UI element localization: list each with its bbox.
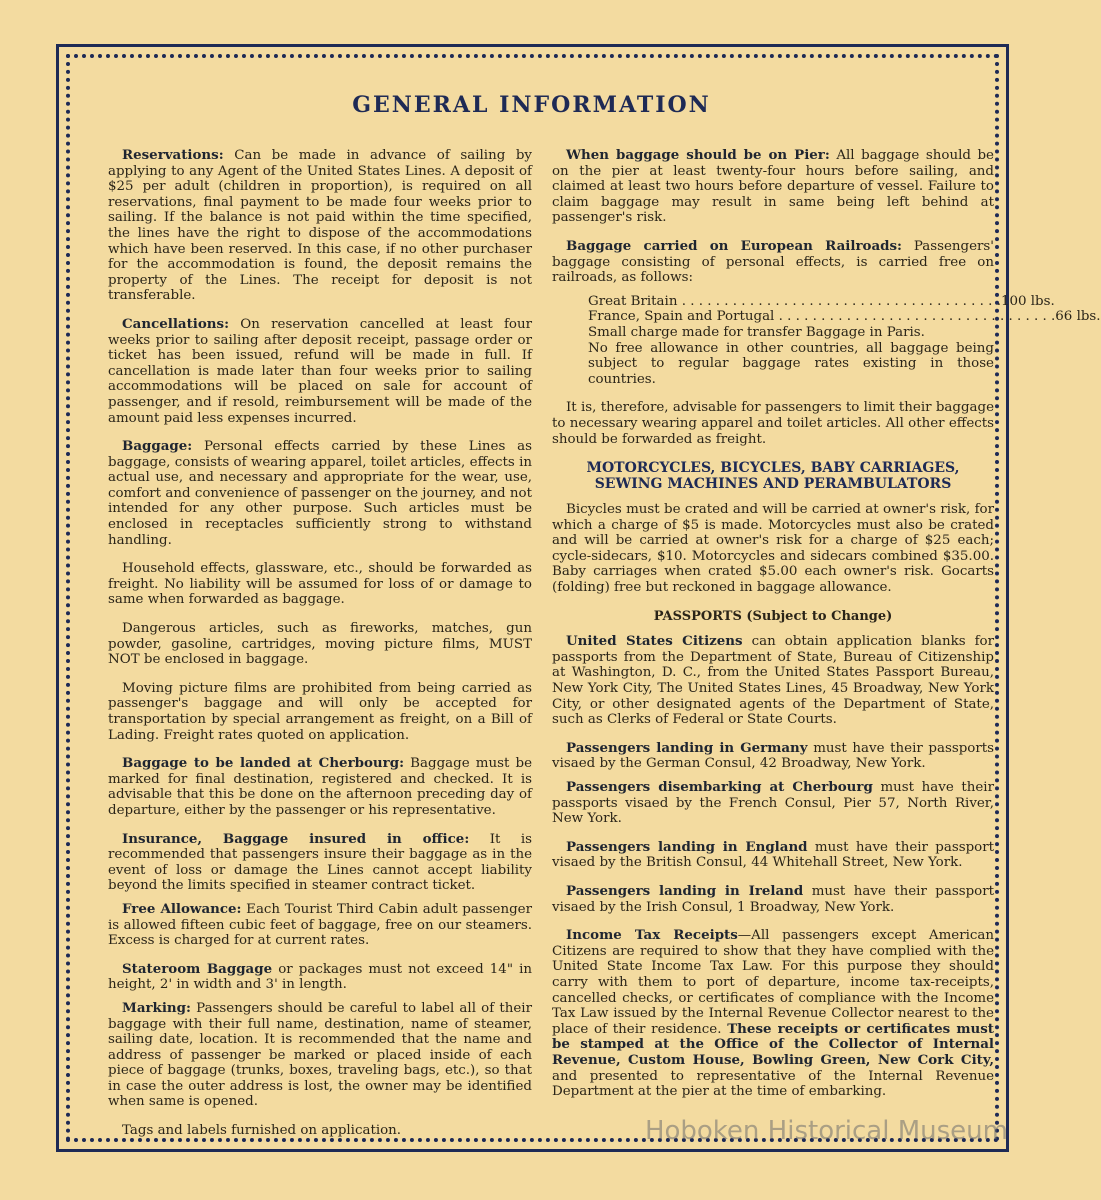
- cancellations-paragraph: Cancellations: On reservation cancelled at least four weeks prior to sailing after deposit receipt, passage order or ticket has been issued, refund will be made in full. If cancellation is made later than four weeks prior to sailing accommodations will be placed on sale for account of passenger, and if resold, reimbursement will be made of the amount paid less expenses incurred.: [108, 315, 532, 426]
- income-tax-paragraph: Income Tax Receipts—All passengers except American Citizens are required to show that they have complied with the United State Income Tax Law. For this purpose they should carry with them to port of departure, income tax-receipts, cancelled checks, or certificates of compliance with the Income Tax Law issued by the Internal Revenue Collector nearest to the place of their residence. These receipts or certificates must be stamped at the Office of the Collector of Internal Revenue, Custom House, Bowling Green, New Cork City, and presented to representative of the Internal Revenue Department at the pier at the time of embarking.: [552, 927, 994, 1100]
- england-paragraph: Passengers landing in England must have their passport visaed by the British Consul, 44 Whitehall Street, New York.: [552, 838, 995, 871]
- museum-watermark: Hoboken Historical Museum: [644, 1116, 1008, 1146]
- baggage-paragraph: Baggage: Personal effects carried by these Lines as baggage, consists of wearing apparel, toilet articles, effects in actual use, and necessary and appropriate for the wear, use, comfort and convenience of passenger on the journey, and not intended for any other purpose. Such articles must be enclosed in receptacles sufficiently strong to withstand handling.: [108, 438, 532, 548]
- advisable-paragraph: It is, therefore, advisable for passengers to limit their baggage to necessary wearing apparel and toilet articles. All other effects should be forwarded as freight.: [552, 400, 994, 447]
- free-allowance-paragraph: Free Allowance: Each Tourist Third Cabin adult passenger is allowed fifteen cubic feet of baggage, free on our steamers. Excess is charged for at current rates.: [108, 900, 533, 949]
- right-column: [552, 147, 1101, 1113]
- germany-paragraph: Passengers landing in Germany must have their passports visaed by the German Consul, 42 Broadway, New York.: [552, 739, 994, 772]
- ireland-paragraph: Passengers landing in Ireland must have their passport visaed by the Irish Consul, 1 Broadway, New York.: [552, 882, 994, 915]
- films-paragraph: Moving picture films are prohibited from being carried as passenger's baggage and will only be accepted for transportation by special arrangement as freight, on a Bill of Lading. Freight rates quoted on application.: [108, 680, 532, 743]
- passports-heading: PASSPORTS (Subject to Change): [653, 608, 893, 624]
- stateroom-paragraph: Stateroom Baggage or packages must not exceed 14" in height, 2' in width and 3' in length.: [108, 960, 532, 993]
- cherbourg-baggage-paragraph: Baggage to be landed at Cherbourg: Baggage must be marked for final destination, registered and checked. It is advisable that this be done on the afternoon preceding day of departure, either by the passenger or his representative.: [108, 755, 532, 818]
- rail-note: No free allowance in other countries, all baggage being subject to regular baggage rates existing in those countries.: [588, 340, 994, 387]
- motorcycles-paragraph: Bicycles must be crated and will be carried at owner's risk, for which a charge of $5 is made. Motorcycles must also be crated and will be carried at owner's risk for a charge of $25 each; cycle-sidecars, $10. Motorcycles and sidecars combined $35.00. Baby carriages when crated $5.00 each owner's risk. Gocarts (folding) free but reckoned in baggage allowance.: [552, 502, 994, 596]
- reservations-paragraph: Reservations: Can be made in advance of sailing by applying to any Agent of the United States Lines. A deposit of $25 per adult (children in proportion), is required on all reservations, final payment to be made four weeks prior to sailing. If the balance is not paid within the time specified, the lines have the right to dispose of the accommodations which have been reserved. In this case, if no other purchaser for the accommodation is found, the deposit remains the property of the Lines. The receipt for deposit is not transferable.: [108, 147, 532, 304]
- dangerous-paragraph: Dangerous articles, such as fireworks, matches, gun powder, gasoline, cartridges, moving picture films, MUST NOT be enclosed in baggage.: [108, 621, 532, 668]
- motorcycles-heading: MOTORCYCLES, BICYCLES, BABY CARRIAGES, SEWING MACHINES AND PERAMBULATORS: [586, 460, 960, 493]
- marking-paragraph: Marking: Passengers should be careful to label all of their baggage with their full name, destination, name of steamer, sailing date, location. It is recommended that the name and address of passenger be marked or placed inside of each piece of baggage (trunks, boxes, traveling bags, etc.), so that in case the outer address is lost, the owner may be identified when same is opened.: [108, 999, 532, 1110]
- rail-allowance-list: [552, 293, 1101, 388]
- tags-paragraph: Tags and labels furnished on application.: [122, 1123, 402, 1139]
- pier-paragraph: When baggage should be on Pier: All baggage should be on the pier at least twenty-four hours before sailing, and claimed at least two hours before departure of vessel. Failure to claim baggage may result in same being left behind at passenger's risk.: [552, 147, 994, 226]
- rail-row: Great Britain . . . . . . . . . . . . . . . . . . . . . . . . . . . . . . . . . . . . . . 100 lbs.: [588, 293, 1055, 309]
- rail-row: France, Spain and Portugal . . . . . . . . . . . . . . . . . . . . . . . . . . . . . . . . . 66 lbs.: [588, 309, 1101, 325]
- us-citizens-paragraph: United States Citizens can obtain application blanks for passports from the Department of State, Bureau of Citizenship at Washington, D. C., from the United States Passport Bureau, New York City, The United States Lines, 45 Broadway, New York City, or other designated agents of the Department of State, such as Clerks of Federal or State Courts.: [552, 633, 994, 728]
- insurance-paragraph: Insurance, Baggage insured in office: It is recommended that passengers insure their baggage as in the event of loss or damage the Lines cannot accept liability beyond the limits specified in steamer contract ticket.: [108, 830, 532, 894]
- rail-note: Small charge made for transfer Baggage in Paris.: [588, 324, 925, 340]
- page-title: GENERAL INFORMATION: [352, 92, 711, 118]
- railroads-paragraph: Baggage carried on European Railroads: Passengers' baggage consisting of personal effects, is carried free on railroads, as follows:: [552, 237, 994, 286]
- household-paragraph: Household effects, glassware, etc., should be forwarded as freight. No liability will be assumed for loss of or damage to same when forwarded as baggage.: [108, 561, 532, 608]
- left-column: [108, 148, 532, 1152]
- cherbourg-passport-paragraph: Passengers disembarking at Cherbourg must have their passports visaed by the French Consul, Pier 57, North River, New York.: [552, 779, 994, 827]
